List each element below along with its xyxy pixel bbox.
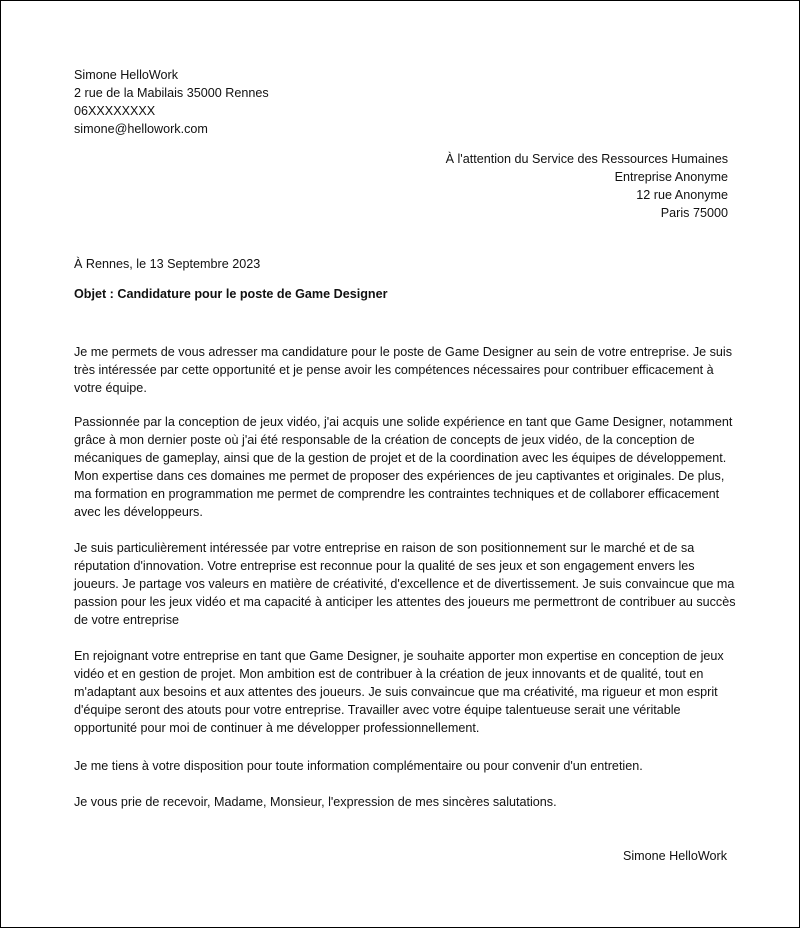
recipient-company: Entreprise Anonyme (614, 170, 728, 184)
body-paragraph: Passionnée par la conception de jeux vidéo, j'ai acquis une solide expérience en tant que Game Designer, notamment grâce à mon dernier poste où j'ai été responsable de la création de concepts de jeux vidéo, de la conception de mécaniques de gameplay, ainsi que de la gestion de projet et de la coordination avec les équipes de développement. Mon expertise dans ces domaines me permet de proposer des expériences de jeu captivantes et originales. De plus, ma formation en programmation me permet de comprendre les contraintes techniques et de collaborer efficacement avec les développeurs. (74, 415, 733, 519)
sender-block (74, 66, 736, 138)
signature: Simone HelloWork (622, 849, 727, 863)
date-line: À Rennes, le 13 Septembre 2023 (74, 257, 261, 271)
body-paragraph: En rejoignant votre entreprise en tant que Game Designer, je souhaite apporter mon expertise en conception de jeux vidéo et en gestion de projet. Mon ambition est de contribuer à la création de jeux innovants et de qualité, tout en m'adaptant aux besoins et aux attentes des joueurs. Je suis convaincue que ma créativité, ma rigueur et mon esprit d'équipe seront des atouts pour votre entreprise. Travailler avec votre équipe talentueuse serait une véritable opportunité pour moi de continuer à me développer professionnellement. (74, 649, 724, 735)
sender-name: Simone HelloWork (74, 68, 179, 82)
recipient-city: Paris 75000 (660, 206, 728, 220)
body-paragraph: Je suis particulièrement intéressée par votre entreprise en raison de son positionnement sur le marché et de sa réputation d'innovation. Votre entreprise est reconnue pour la qualité de ses jeux et son engagement envers les joueurs. Je partage vos valeurs en matière de créativité, d'excellence et de divertissement. Je suis convaincue que ma passion pour les jeux vidéo et ma capacité à anticiper les attentes des joueurs me permettront de contribuer au succès de votre entreprise (74, 541, 736, 627)
sender-email: simone@hellowork.com (74, 122, 208, 136)
sender-address: 2 rue de la Mabilais 35000 Rennes (74, 86, 269, 100)
recipient-street: 12 rue Anonyme (636, 188, 728, 202)
closing-paragraph: Je vous prie de recevoir, Madame, Monsieur, l'expression de mes sincères salutations. (74, 795, 557, 809)
sender-phone: 06XXXXXXXX (74, 104, 156, 118)
subject-line: Objet : Candidature pour le poste de Game Designer (74, 287, 388, 301)
body-paragraph: Je me tiens à votre disposition pour toute information complémentaire ou pour convenir d'un entretien. (74, 759, 643, 773)
recipient-block (446, 150, 728, 222)
body-paragraph: Je me permets de vous adresser ma candidature pour le poste de Game Designer au sein de votre entreprise. Je suis très intéressée par cette opportunité et je pense avoir les compétences nécessaires pour contribuer efficacement à votre équipe. (74, 345, 733, 395)
recipient-attention: À l'attention du Service des Ressources Humaines (445, 152, 728, 166)
